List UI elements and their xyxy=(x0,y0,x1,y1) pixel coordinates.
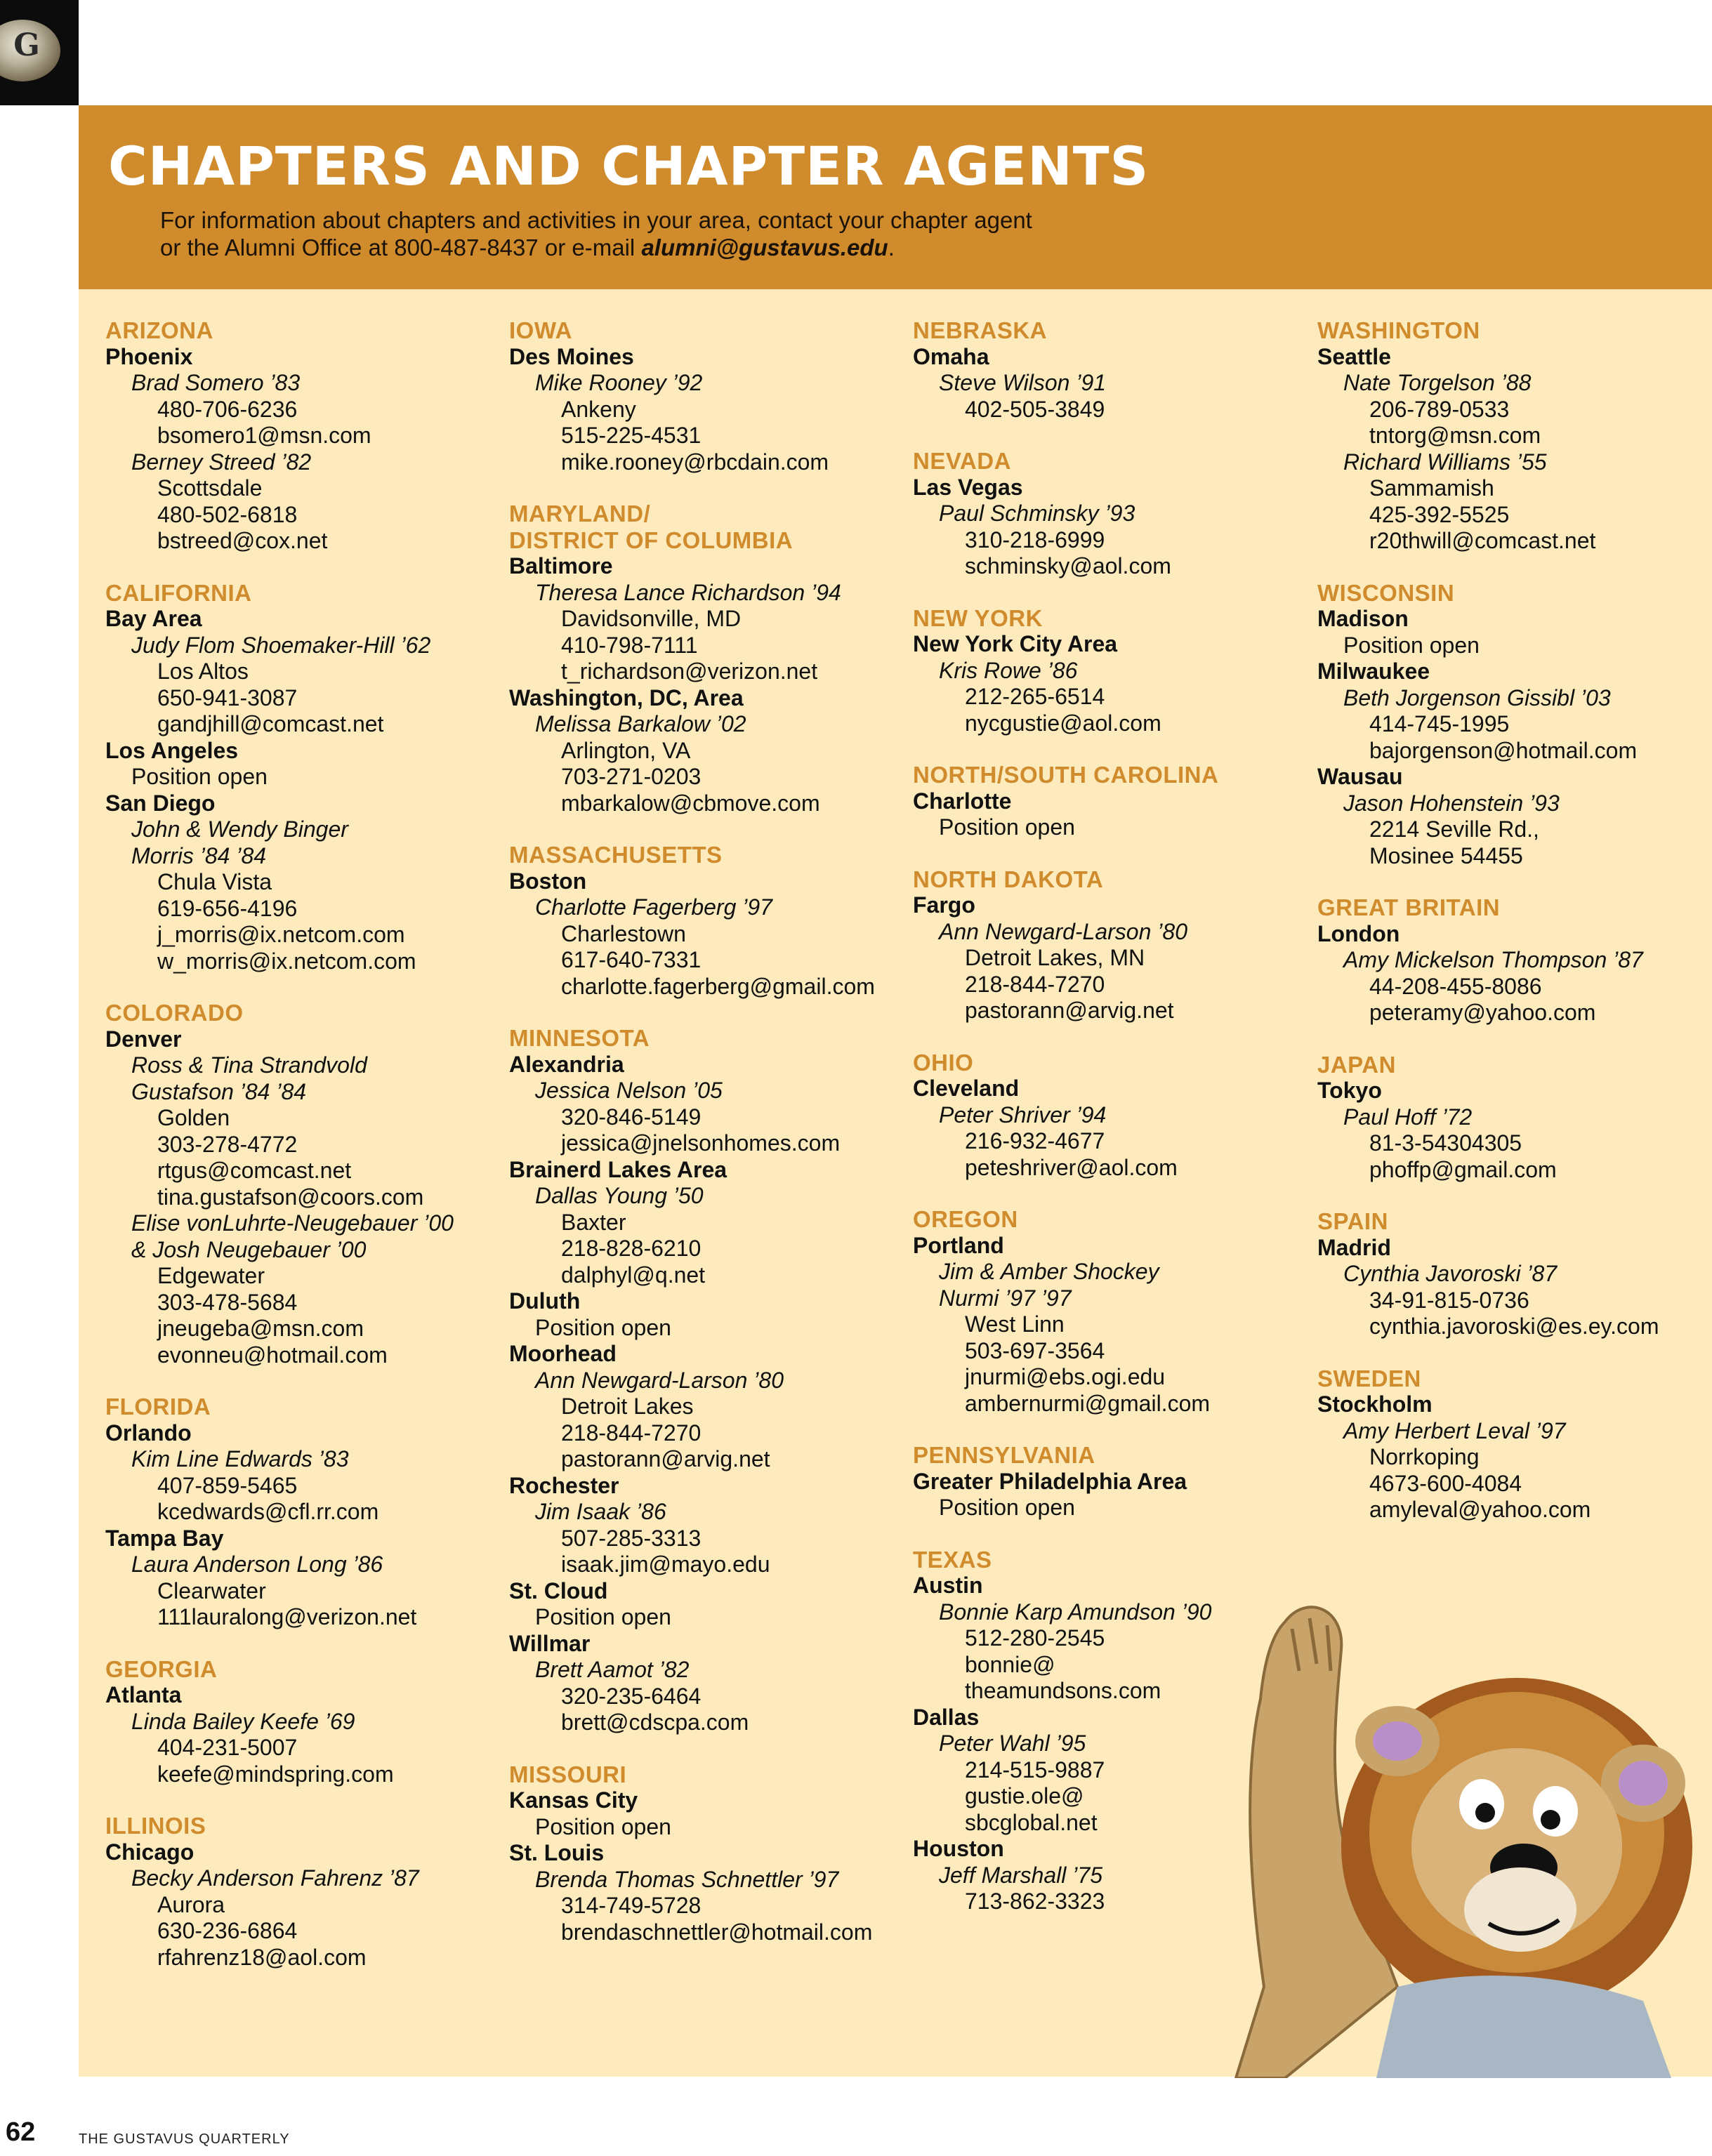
email-address[interactable]: bonnie@ xyxy=(965,1651,1055,1677)
state-heading: NORTH/SOUTH CAROLINA xyxy=(913,762,1219,788)
phone-number: 303-278-4772 xyxy=(157,1131,298,1157)
agent-name: Bonnie Karp Amundson ’90 xyxy=(939,1599,1212,1625)
agent-name: Ross & Tina Strandvold xyxy=(131,1052,367,1078)
state-heading: NEBRASKA xyxy=(913,317,1048,343)
email-address[interactable]: phoffp@gmail.com xyxy=(1369,1156,1557,1182)
location: Davidsonville, MD xyxy=(561,606,742,631)
state-heading: GEORGIA xyxy=(105,1655,218,1682)
agent-name: Peter Shriver ’94 xyxy=(939,1102,1107,1127)
phone-number: 515-225-4531 xyxy=(561,423,702,448)
state-heading: OREGON xyxy=(913,1206,1018,1232)
city-name: Milwaukee xyxy=(1317,659,1430,684)
location: Aurora xyxy=(157,1891,225,1917)
agent-name: Brenda Thomas Schnettler ’97 xyxy=(535,1866,839,1892)
location: Norrkoping xyxy=(1369,1444,1480,1469)
city-name: Dallas xyxy=(913,1704,980,1730)
city-name: Omaha xyxy=(913,343,989,369)
agent-name: Morris ’84 ’84 xyxy=(131,842,267,868)
email-address[interactable]: charlotte.fagerberg@gmail.com xyxy=(561,973,875,999)
location: sbcglobal.net xyxy=(965,1809,1098,1835)
email-address[interactable]: jneugeba@msn.com xyxy=(157,1316,364,1341)
page-number: 62 xyxy=(6,2117,36,2147)
intro-line-2-prefix: or the Alumni Office at 800-487-8437 or e-mail xyxy=(160,234,642,260)
city-name: Tampa Bay xyxy=(105,1525,224,1551)
state-heading: OHIO xyxy=(913,1049,974,1076)
city-name: Baltimore xyxy=(509,553,613,578)
state-heading: COLORADO xyxy=(105,1000,244,1026)
header-banner xyxy=(79,105,1712,289)
city-name: Charlotte xyxy=(913,788,1012,814)
city-name: Moorhead xyxy=(509,1341,617,1366)
city-name: Seattle xyxy=(1317,343,1391,369)
city-name: Stockholm xyxy=(1317,1391,1433,1417)
column-4 xyxy=(1317,317,1711,1523)
phone-number: 218-844-7270 xyxy=(561,1420,702,1446)
location: Detroit Lakes, MN xyxy=(965,945,1145,970)
email-address[interactable]: jnurmi@ebs.ogi.edu xyxy=(965,1364,1166,1389)
email-address[interactable]: pastorann@arvig.net xyxy=(965,998,1174,1023)
city-name: Washington, DC, Area xyxy=(509,685,744,710)
agent-name: Paul Hoff ’72 xyxy=(1343,1104,1473,1130)
agent-name: Mike Rooney ’92 xyxy=(535,370,703,395)
phone-number: 619-656-4196 xyxy=(157,895,298,921)
email-address[interactable]: j_morris@ix.netcom.com xyxy=(157,922,405,947)
phone-number: 81-3-54304305 xyxy=(1369,1130,1522,1156)
state-heading: IOWA xyxy=(509,317,572,343)
agent-name: Charlotte Fagerberg ’97 xyxy=(535,894,772,920)
intro-text xyxy=(160,206,1256,261)
state-heading: JAPAN xyxy=(1317,1051,1396,1078)
email-address[interactable]: keefe@mindspring.com xyxy=(157,1761,394,1787)
phone-number: 703-271-0203 xyxy=(561,764,702,789)
email-address[interactable]: rfahrenz18@aol.com xyxy=(157,1944,367,1970)
city-name: Houston xyxy=(913,1836,1004,1861)
location: theamundsons.com xyxy=(965,1678,1161,1703)
email-address[interactable]: brett@cdscpa.com xyxy=(561,1709,749,1735)
phone-number: 425-392-5525 xyxy=(1369,501,1510,527)
agent-name: Melissa Barkalow ’02 xyxy=(535,711,746,736)
phone-number: 218-844-7270 xyxy=(965,971,1105,997)
agent-name: Peter Wahl ’95 xyxy=(939,1731,1086,1756)
city-name: Alexandria xyxy=(509,1051,624,1077)
agent-name: Ann Newgard-Larson ’80 xyxy=(939,918,1187,944)
agent-name: Jim Isaak ’86 xyxy=(535,1499,666,1524)
phone-number: 512-280-2545 xyxy=(965,1625,1105,1651)
agent-name: Nurmi ’97 ’97 xyxy=(939,1285,1072,1311)
agent-name: Theresa Lance Richardson ’94 xyxy=(535,579,841,605)
agent-name: Nate Torgelson ’88 xyxy=(1343,370,1532,395)
logo xyxy=(0,0,79,105)
position-open: Position open xyxy=(131,764,268,789)
city-name: Los Angeles xyxy=(105,737,239,763)
phone-number: 34-91-815-0736 xyxy=(1369,1287,1529,1313)
email-address[interactable]: amyleval@yahoo.com xyxy=(1369,1497,1591,1522)
location: Sammamish xyxy=(1369,475,1494,501)
email-address[interactable]: ambernurmi@gmail.com xyxy=(965,1390,1211,1416)
phone-number: 650-941-3087 xyxy=(157,685,298,710)
state-heading: ARIZONA xyxy=(105,317,213,343)
location: West Linn xyxy=(965,1311,1065,1337)
state-heading: WISCONSIN xyxy=(1317,579,1455,606)
city-name: Madison xyxy=(1317,606,1409,631)
location: Mosinee 54455 xyxy=(1369,842,1523,868)
publication-name: THE GUSTAVUS QUARTERLY xyxy=(79,2131,290,2147)
email-address[interactable]: w_morris@ix.netcom.com xyxy=(157,948,416,974)
city-name: Greater Philadelphia Area xyxy=(913,1468,1187,1494)
agent-name: Brett Aamot ’82 xyxy=(535,1657,690,1682)
email-address[interactable]: 111lauralong@verizon.net xyxy=(157,1604,417,1629)
state-heading: SWEDEN xyxy=(1317,1365,1421,1391)
phone-number: 503-697-3564 xyxy=(965,1337,1105,1363)
position-open: Position open xyxy=(1343,632,1480,658)
location: Clearwater xyxy=(157,1578,266,1603)
state-heading: MASSACHUSETTS xyxy=(509,842,723,868)
city-name: Wausau xyxy=(1317,764,1403,789)
phone-number: 404-231-5007 xyxy=(157,1735,298,1760)
email-address[interactable]: kcedwards@cfl.rr.com xyxy=(157,1499,379,1524)
agent-name: John & Wendy Binger xyxy=(131,816,348,842)
email-address[interactable]: t_richardson@verizon.net xyxy=(561,659,818,684)
agent-name: Kris Rowe ’86 xyxy=(939,657,1078,683)
phone-number: 212-265-6514 xyxy=(965,684,1105,709)
email-address[interactable]: schminsky@aol.com xyxy=(965,553,1171,578)
state-heading: NORTH DAKOTA xyxy=(913,866,1104,892)
agent-name: Linda Bailey Keefe ’69 xyxy=(131,1708,355,1734)
email-address[interactable]: bajorgenson@hotmail.com xyxy=(1369,737,1638,763)
phone-number: 617-640-7331 xyxy=(561,947,702,972)
city-name: Willmar xyxy=(509,1630,591,1656)
phone-number: 407-859-5465 xyxy=(157,1472,298,1498)
agent-name: Kim Line Edwards ’83 xyxy=(131,1446,349,1471)
email-address[interactable]: nycgustie@aol.com xyxy=(965,710,1161,736)
phone-number: 218-828-6210 xyxy=(561,1236,702,1261)
location: Charlestown xyxy=(561,920,686,946)
phone-number: 480-502-6818 xyxy=(157,501,298,527)
column-1 xyxy=(105,317,499,1971)
location: Baxter xyxy=(561,1209,626,1235)
phone-number: 216-932-4677 xyxy=(965,1128,1105,1153)
email-address[interactable]: mbarkalow@cbmove.com xyxy=(561,790,820,816)
city-name: Madrid xyxy=(1317,1234,1391,1260)
agent-name: Gustafson ’84 ’84 xyxy=(131,1078,307,1104)
phone-number: 303-478-5684 xyxy=(157,1289,298,1315)
email-address[interactable]: dalphyl@q.net xyxy=(561,1262,706,1288)
position-open: Position open xyxy=(535,1604,671,1629)
location: 2214 Seville Rd., xyxy=(1369,816,1539,842)
agent-name: Beth Jorgenson Gissibl ’03 xyxy=(1343,685,1611,710)
city-name: San Diego xyxy=(105,790,216,816)
state-heading: WASHINGTON xyxy=(1317,317,1480,343)
location: Scottsdale xyxy=(157,475,263,501)
email-address[interactable]: mike.rooney@rbcdain.com xyxy=(561,449,829,475)
phone-number: 410-798-7111 xyxy=(561,632,698,658)
email-address[interactable]: bsomero1@msn.com xyxy=(157,423,371,448)
agent-name: Richard Williams ’55 xyxy=(1343,449,1547,475)
location: Edgewater xyxy=(157,1263,265,1288)
email-address[interactable]: jessica@jnelsonhomes.com xyxy=(561,1130,841,1156)
city-name: Orlando xyxy=(105,1420,192,1446)
city-name: St. Louis xyxy=(509,1840,605,1865)
phone-number: 414-745-1995 xyxy=(1369,711,1510,736)
state-heading-continued: DISTRICT OF COLUMBIA xyxy=(509,527,794,553)
intro-suffix: . xyxy=(888,234,895,260)
email-address[interactable]: bstreed@cox.net xyxy=(157,528,328,553)
city-name: Des Moines xyxy=(509,343,634,369)
city-name: Kansas City xyxy=(509,1787,638,1813)
email-address[interactable]: tntorg@msn.com xyxy=(1369,423,1541,448)
location: Golden xyxy=(157,1105,230,1130)
page-title: CHAPTERS AND CHAPTER AGENTS xyxy=(108,135,1150,197)
email-address[interactable]: peteshriver@aol.com xyxy=(965,1154,1178,1180)
phone-number: 214-515-9887 xyxy=(965,1757,1105,1783)
location: Chula Vista xyxy=(157,869,272,894)
email-address[interactable]: r20thwill@comcast.net xyxy=(1369,528,1596,553)
phone-number: 4673-600-4084 xyxy=(1369,1470,1522,1496)
email-address[interactable]: peteramy@yahoo.com xyxy=(1369,1000,1596,1025)
email-address[interactable]: tina.gustafson@coors.com xyxy=(157,1184,424,1210)
state-heading: NEVADA xyxy=(913,448,1011,474)
agent-name: Brad Somero ’83 xyxy=(131,370,301,395)
agent-name: Paul Schminsky ’93 xyxy=(939,501,1135,526)
agent-name: & Josh Neugebauer ’00 xyxy=(131,1236,367,1262)
position-open: Position open xyxy=(939,814,1075,840)
position-open: Position open xyxy=(939,1495,1075,1520)
city-name: Cleveland xyxy=(913,1076,1020,1101)
city-name: Denver xyxy=(105,1026,182,1052)
alumni-email-link[interactable]: alumni@gustavus.edu xyxy=(641,234,888,260)
agent-name: Elise vonLuhrte-Neugebauer ’00 xyxy=(131,1210,454,1236)
agent-name: Jessica Nelson ’05 xyxy=(535,1078,723,1103)
phone-number: 507-285-3313 xyxy=(561,1525,702,1551)
agent-name: Berney Streed ’82 xyxy=(131,449,312,475)
state-heading: NEW YORK xyxy=(913,604,1043,631)
agent-name: Judy Flom Shoemaker-Hill ’62 xyxy=(131,632,431,658)
agent-name: Amy Herbert Leval ’97 xyxy=(1343,1417,1566,1443)
agent-name: Amy Mickelson Thompson ’87 xyxy=(1343,947,1643,972)
location: Arlington, VA xyxy=(561,737,691,763)
agent-name: Jim & Amber Shockey xyxy=(939,1259,1159,1284)
agent-name: Jason Hohenstein ’93 xyxy=(1343,790,1560,816)
column-2 xyxy=(509,317,902,1945)
email-address[interactable]: isaak.jim@mayo.edu xyxy=(561,1552,770,1577)
logo-letter: G xyxy=(13,27,40,63)
phone-number: 320-846-5149 xyxy=(561,1104,702,1130)
agent-name: Dallas Young ’50 xyxy=(535,1183,704,1208)
city-name: Atlanta xyxy=(105,1682,182,1707)
intro-line-1: For information about chapters and activities in your area, contact your chapter agent xyxy=(160,207,1032,233)
phone-number: 320-235-6464 xyxy=(561,1683,702,1709)
position-open: Position open xyxy=(535,1813,671,1839)
city-name: Tokyo xyxy=(1317,1078,1382,1103)
city-name: Las Vegas xyxy=(913,474,1023,500)
position-open: Position open xyxy=(535,1314,671,1340)
phone-number: 44-208-455-8086 xyxy=(1369,973,1542,999)
mascot-lion-image xyxy=(1222,1594,1712,2078)
city-name: Bay Area xyxy=(105,606,202,631)
state-heading: CALIFORNIA xyxy=(105,579,252,606)
location: Los Altos xyxy=(157,659,249,684)
state-heading: PENNSYLVANIA xyxy=(913,1442,1095,1468)
state-heading: MINNESOTA xyxy=(509,1025,650,1051)
state-heading: GREAT BRITAIN xyxy=(1317,894,1501,920)
email-address[interactable]: gandjhill@comcast.net xyxy=(157,711,384,736)
phone-number: 206-789-0533 xyxy=(1369,396,1510,422)
email-address[interactable]: evonneu@hotmail.com xyxy=(157,1342,388,1368)
phone-number: 480-706-6236 xyxy=(157,396,298,422)
city-name: Fargo xyxy=(913,892,975,918)
state-heading: MISSOURI xyxy=(509,1761,627,1787)
phone-number: 314-749-5728 xyxy=(561,1893,702,1918)
email-address[interactable]: gustie.ole@ xyxy=(965,1783,1084,1808)
agent-name: Jeff Marshall ’75 xyxy=(939,1862,1102,1888)
city-name: Duluth xyxy=(509,1288,581,1314)
city-name: Portland xyxy=(913,1232,1004,1258)
email-address[interactable]: pastorann@arvig.net xyxy=(561,1446,770,1471)
agent-name: Becky Anderson Fahrenz ’87 xyxy=(131,1865,419,1891)
agent-name: Steve Wilson ’91 xyxy=(939,370,1107,395)
state-heading: MARYLAND/ xyxy=(509,501,651,527)
phone-number: 630-236-6864 xyxy=(157,1918,298,1943)
state-heading: FLORIDA xyxy=(105,1394,211,1420)
agent-name: Laura Anderson Long ’86 xyxy=(131,1552,383,1577)
agent-name: Ann Newgard-Larson ’80 xyxy=(535,1367,784,1393)
agent-name: Cynthia Javoroski ’87 xyxy=(1343,1261,1558,1286)
city-name: Boston xyxy=(509,868,587,894)
email-address[interactable]: rtgus@comcast.net xyxy=(157,1158,352,1183)
city-name: London xyxy=(1317,920,1400,946)
city-name: Chicago xyxy=(105,1839,195,1865)
city-name: New York City Area xyxy=(913,631,1118,656)
email-address[interactable]: brendaschnettler@hotmail.com xyxy=(561,1919,873,1945)
location: Ankeny xyxy=(561,396,636,422)
city-name: Rochester xyxy=(509,1472,619,1498)
city-name: Austin xyxy=(913,1573,983,1598)
email-address[interactable]: cynthia.javoroski@es.ey.com xyxy=(1369,1314,1659,1339)
phone-number: 310-218-6999 xyxy=(965,527,1105,553)
phone-number: 402-505-3849 xyxy=(965,396,1105,422)
city-name: St. Cloud xyxy=(509,1578,608,1603)
city-name: Brainerd Lakes Area xyxy=(509,1156,727,1182)
state-heading: SPAIN xyxy=(1317,1208,1388,1234)
phone-number: 713-862-3323 xyxy=(965,1889,1105,1914)
location: Detroit Lakes xyxy=(561,1394,694,1419)
state-heading: ILLINOIS xyxy=(105,1813,206,1839)
intro-line-2 xyxy=(160,234,1256,261)
state-heading: TEXAS xyxy=(913,1546,992,1573)
city-name: Phoenix xyxy=(105,343,193,369)
